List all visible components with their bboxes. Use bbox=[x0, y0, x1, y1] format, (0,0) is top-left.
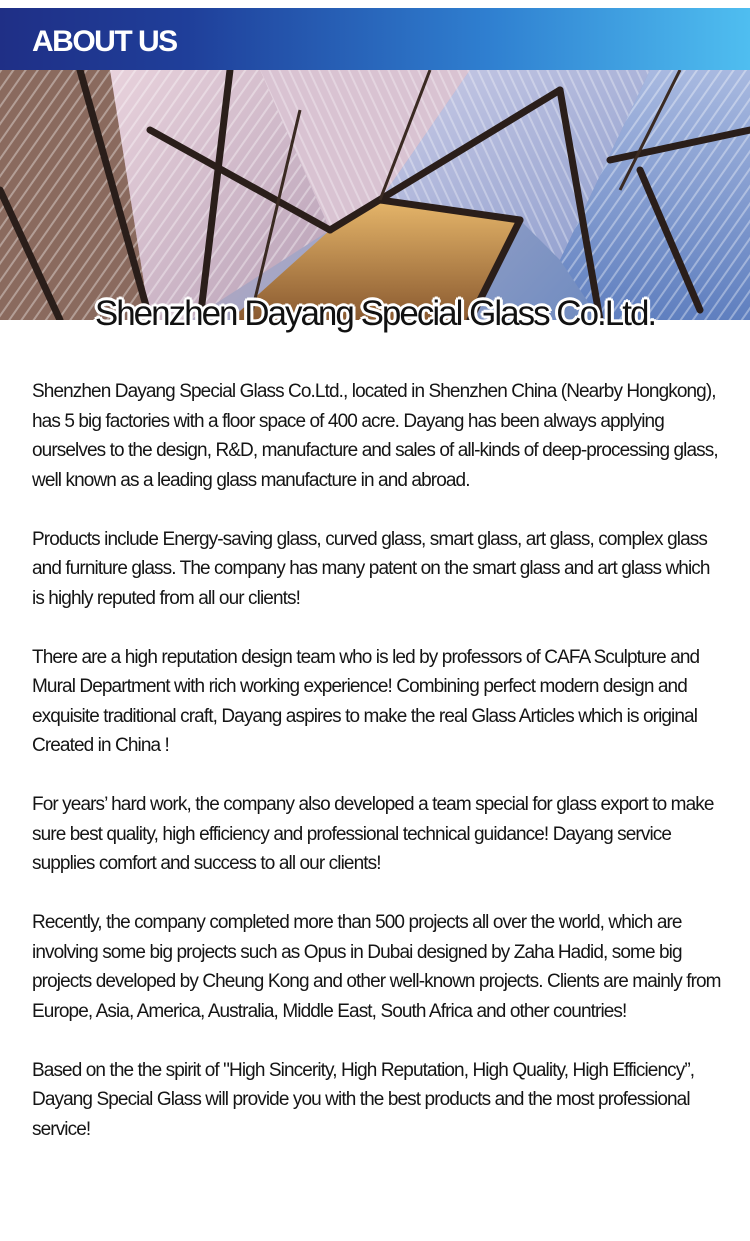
paragraph: Recently, the company completed more than 500 projects all over the world, which are involving some big projects such as Opus in Dubai designed by Zaha Hadid, some big projects developed by Cheung Kong and other well-known projects. Clients are mainly from Europe, Asia, America, Australia, Middle East, South Africa and other countries! bbox=[32, 912, 721, 1022]
paragraph: Shenzhen Dayang Special Glass Co.Ltd., located in Shenzhen China (Nearby Hongkong), has 5 big factories with a floor space of 400 acre. Dayang has been always applying ourselves to the design, R&D, manufacture and sales of all-kinds of deep-processing glass, well known as a leading glass manufacture in and abroad. bbox=[32, 381, 718, 491]
glass-architecture-image bbox=[0, 70, 750, 320]
about-us-banner bbox=[0, 8, 750, 70]
hero-image bbox=[0, 70, 750, 320]
paragraph: There are a high reputation design team who is led by professors of CAFA Sculpture and Mural Department with rich working experience! Combining perfect modern design and exquisite traditional craft, Dayang aspires to make the real Glass Articles which is original Created in China ! bbox=[32, 646, 700, 756]
company-name-heading: Shenzhen Dayang Special Glass Co.Ltd. bbox=[94, 294, 656, 333]
about-text bbox=[32, 377, 722, 1174]
paragraph: For years’ hard work, the company also developed a team special for glass export to make sure best quality, high efficiency and professional technical guidance! Dayang service supplies comfort and success to all our clients! bbox=[32, 794, 714, 874]
paragraph: Based on the the spirit of "High Sincerity, High Reputation, High Quality, High Efficiency”, Dayang Special Glass will provide you with the best products and the most professional service! bbox=[32, 1059, 695, 1140]
paragraph: Products include Energy-saving glass, curved glass, smart glass, art glass, complex glass and furniture glass. The company has many patent on the smart glass and art glass which is highly reputed from all our clients! bbox=[32, 528, 710, 609]
section-title: ABOUT US bbox=[32, 25, 177, 58]
